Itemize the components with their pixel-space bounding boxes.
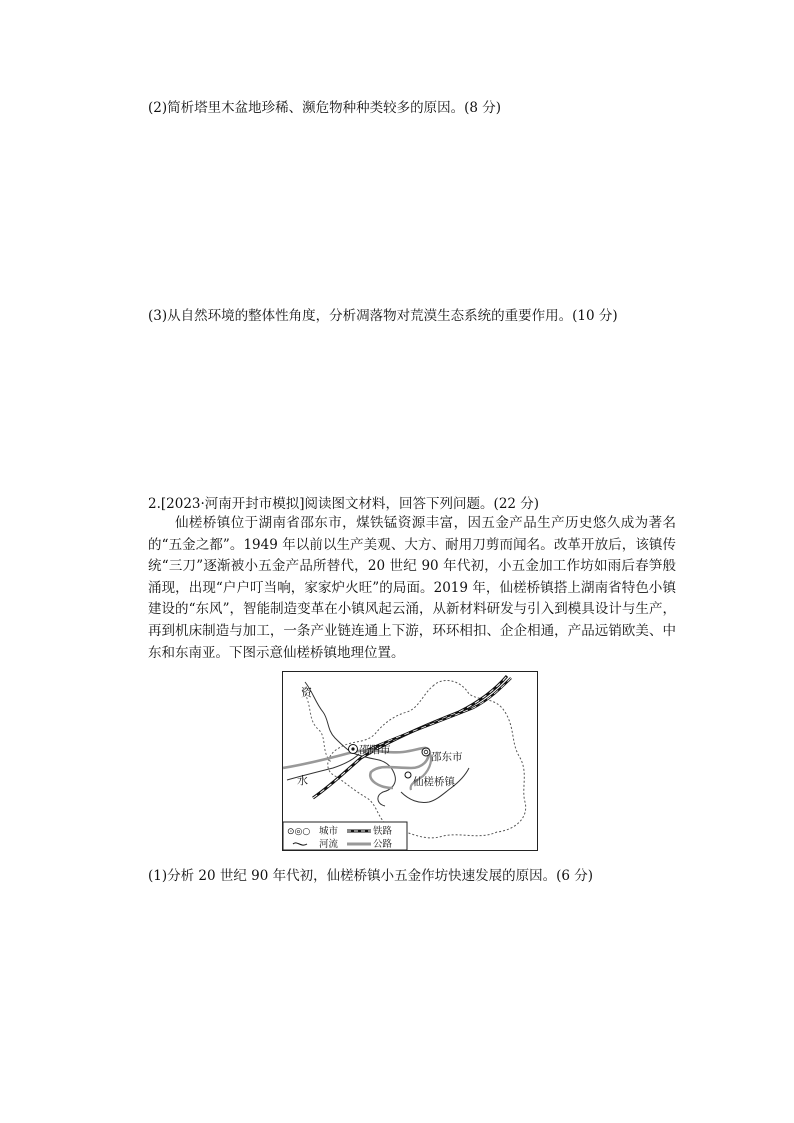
railway-branch	[363, 678, 511, 752]
railway-main	[313, 676, 507, 798]
railway-branch-inner	[363, 678, 511, 752]
question-2-2: (2)简析塔里木盆地珍稀、濒危物种种类较多的原因。(8 分)	[148, 100, 502, 116]
map-drawing	[283, 672, 537, 850]
label-river-shui: 水	[297, 774, 308, 787]
label-river-zi: 资	[301, 686, 312, 699]
problem-2-header: 2.[2023·河南开封市模拟]阅读图文材料，回答下列问题。(22 分)	[148, 496, 540, 512]
railway-main-inner	[313, 676, 507, 798]
legend-city-symbols: ⊙◎○	[287, 827, 311, 837]
town-xianchaqiao-marker	[405, 772, 411, 778]
label-city-shaoyang: 邵阳市	[359, 744, 391, 756]
problem-2-sub-1: (1)分析 20 世纪 90 年代初，仙槎桥镇小五金作坊快速发展的原因。(6 分)	[148, 868, 594, 884]
label-city-shaodong: 邵东市	[431, 751, 463, 763]
city-shaoyang-marker	[349, 745, 358, 754]
label-town-xianchaqiao: 仙槎桥镇	[413, 776, 455, 788]
map-legend	[283, 822, 407, 850]
legend-highway: 公路	[373, 839, 393, 850]
legend-city: 城市	[319, 826, 339, 837]
legend-river: 河流	[319, 839, 339, 850]
location-map	[282, 671, 538, 851]
west-hills	[303, 690, 331, 762]
city-shaodong-marker	[422, 748, 430, 756]
question-2-3: (3)从自然环境的整体性角度，分析凋落物对荒漠生态系统的重要作用。(10 分)	[148, 308, 618, 324]
legend-railway: 铁路	[373, 826, 393, 837]
problem-2-passage: 仙槎桥镇位于湖南省邵东市，煤铁锰资源丰富，因五金产品生产历史悠久成为著名的“五金之都”。1949 年以前以生产美观、大方、耐用刀剪而闻名。改革开放后，该镇传统“三刀”逐渐被小五金产品所替代，20 世纪 90 年代初，小五金加工作坊如雨后春笋般涌现，出现“户户叮当响，家家炉火旺”的局面。2019 年，仙槎桥镇搭上湖南省特色小镇建设的“东风”，智能制造变革在小镇风起云涌，从新材料研发与引入到模具设计与生产，再到机床制造与加工，一条产业链连通上下游，环环相扣、企企相通，产品远销欧美、中东和东南亚。下图示意仙槎桥镇地理位置。	[148, 515, 676, 661]
